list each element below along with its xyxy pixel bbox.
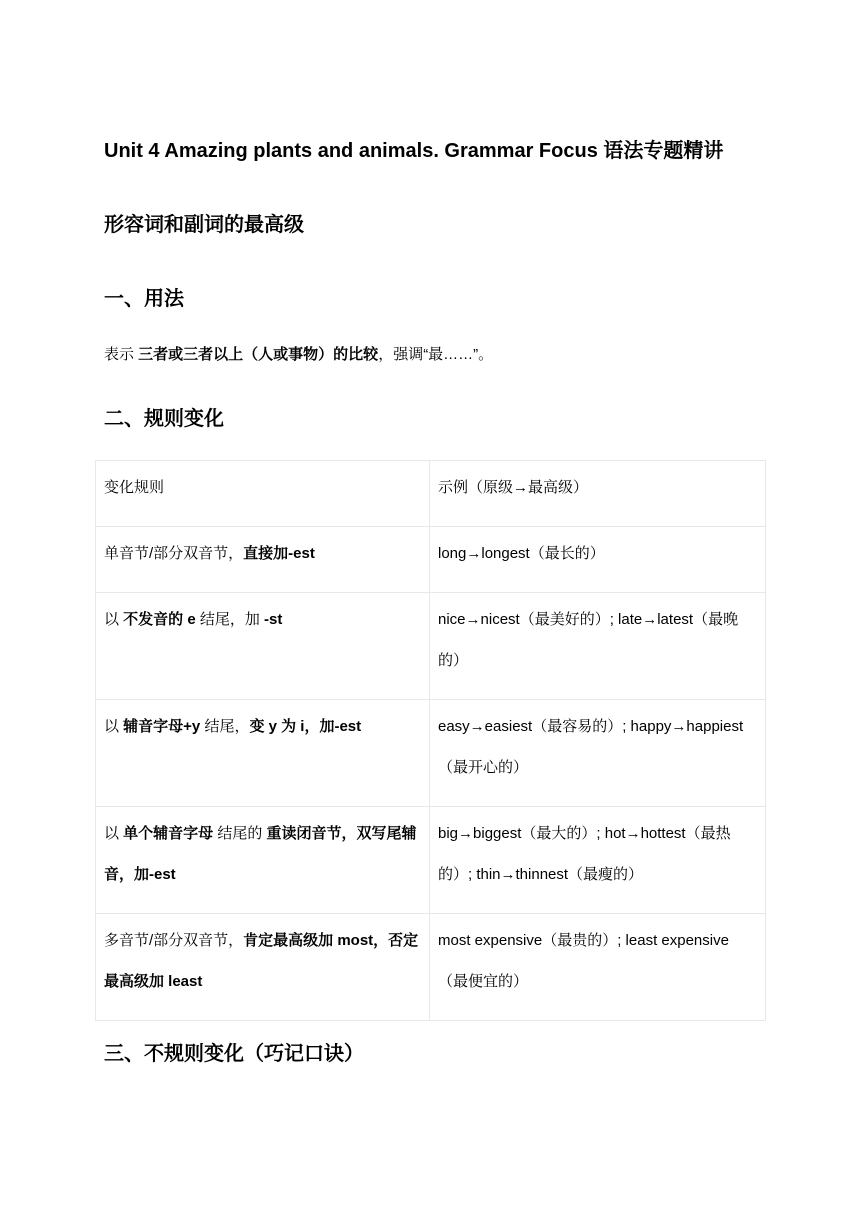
example-text: most expensive（最贵的）; least expensive（最便宜的） [438, 932, 729, 990]
document-subtitle: 形容词和副词的最高级 [104, 214, 304, 236]
usage-text-bold: 三者或三者以上（人或事物）的比较 [138, 346, 379, 363]
example-cell [430, 527, 766, 593]
section-heading-usage: 一、用法 [104, 288, 184, 310]
rule-text-bold: 重读闭音节，双写尾辅音，加-est [104, 825, 417, 883]
table-header-cell [430, 461, 766, 527]
rule-text-bold: 直接加-est [243, 545, 315, 562]
table-row [96, 593, 766, 700]
example-text: long→longest（最长的） [438, 545, 605, 562]
rule-cell [96, 807, 430, 914]
rule-text [104, 706, 421, 747]
usage-text-suffix: ，强调“最……”。 [378, 346, 494, 363]
table-row [96, 700, 766, 807]
table-header-row [96, 461, 766, 527]
rule-text-bold: 辅音字母+y [123, 718, 201, 735]
rule-text-plain: 结尾，加 [195, 611, 265, 628]
usage-paragraph [104, 343, 493, 367]
example-text: big→biggest（最大的）; hot→hottest（最热的）; thin→thinnest（最瘦的） [438, 825, 731, 883]
rule-text-bold: 变 y 为 i，加-est [249, 718, 362, 735]
rule-text-plain: 单音节/部分双音节， [104, 545, 244, 562]
rule-text [104, 920, 421, 1002]
table-header-cell [96, 461, 430, 527]
section-heading-regular: 二、规则变化 [104, 408, 224, 430]
table-row [96, 807, 766, 914]
table-row [96, 914, 766, 1021]
rule-text-bold: 肯定最高级加 most，否定最高级加 least [104, 932, 419, 990]
rule-cell [96, 593, 430, 700]
rule-text-plain: 以 [104, 825, 124, 842]
rule-text-plain: 结尾的 [213, 825, 267, 842]
example-cell [430, 593, 766, 700]
rule-cell [96, 914, 430, 1021]
example-text: easy→easiest（最容易的）; happy→happiest（最开心的） [438, 718, 744, 776]
rule-text-plain: 以 [104, 611, 124, 628]
example-cell [430, 807, 766, 914]
section-heading-irregular: 三、不规则变化（巧记口诀） [104, 1043, 364, 1065]
rule-text-bold: -st [264, 611, 283, 628]
rule-cell [96, 700, 430, 807]
rules-table [95, 460, 766, 1021]
header-example-label: 示例（原级→最高级） [438, 479, 589, 496]
rule-text-plain: 多音节/部分双音节， [104, 932, 244, 949]
table-row [96, 527, 766, 593]
rule-text [104, 599, 421, 640]
rule-text-bold: 不发音的 e [123, 611, 196, 628]
rule-text [104, 813, 421, 895]
example-text: nice→nicest（最美好的）; late→latest（最晚的） [438, 611, 739, 669]
example-cell [430, 700, 766, 807]
rule-text-plain: 结尾， [200, 718, 250, 735]
header-rule-label: 变化规则 [104, 479, 165, 496]
rule-cell [96, 527, 430, 593]
document-title: Unit 4 Amazing plants and animals. Grammar Focus 语法专题精讲 [104, 140, 724, 162]
rule-text [104, 533, 421, 574]
rule-text-plain: 以 [104, 718, 124, 735]
rule-text-bold: 单个辅音字母 [123, 825, 214, 842]
example-cell [430, 914, 766, 1021]
usage-text-prefix: 表示 [104, 346, 139, 363]
